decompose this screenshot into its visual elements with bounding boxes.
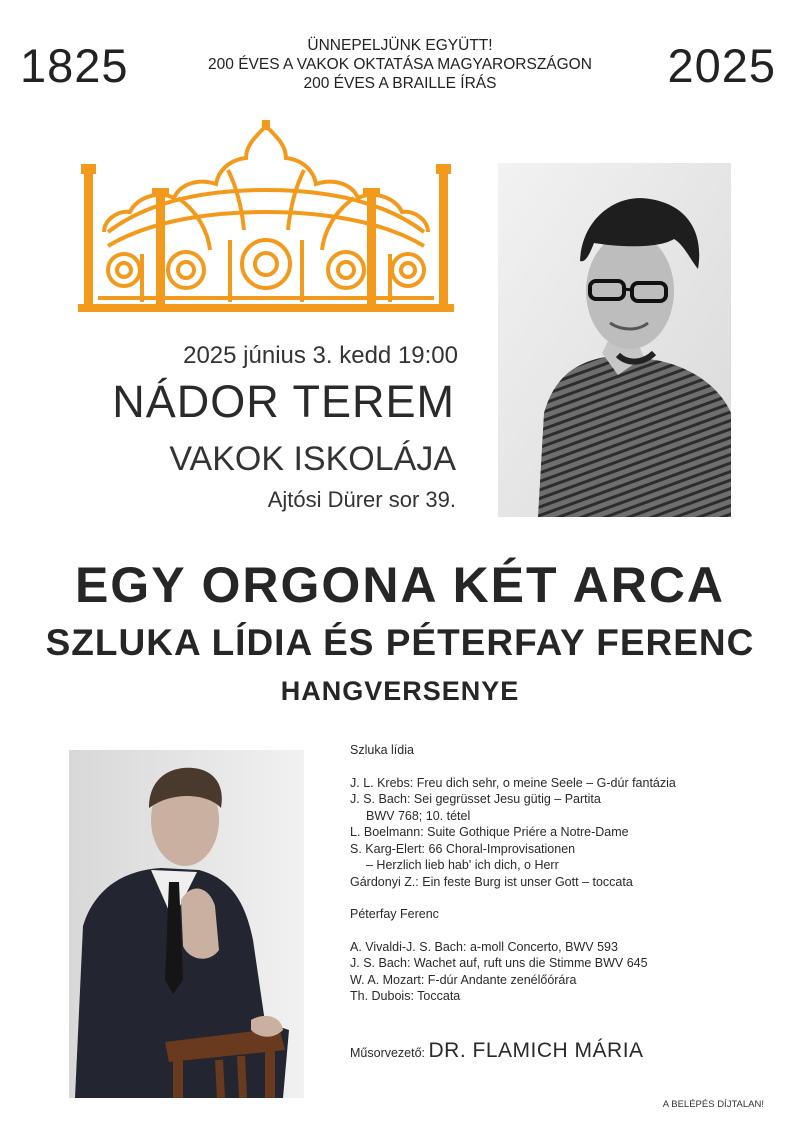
host [350,1039,644,1063]
program-item: J. L. Krebs: Freu dich sehr, o meine Seele – G-dúr fantázia [350,775,676,790]
program-item: BWV 768; 10. tétel [366,808,471,823]
program-item: Gárdonyi Z.: Ein feste Burg ist unser Gott – toccata [350,874,633,889]
event-school: VAKOK ISKOLÁJA [169,440,456,478]
event-date: 2025 június 3. kedd 19:00 [183,342,458,369]
performers-title: SZLUKA LÍDIA ÉS PÉTERFAY FERENC [45,622,755,663]
portrait-peterfay-ferenc [69,750,304,1098]
program-item: – Herzlich lieb hab' ich dich, o Herr [366,858,559,872]
event-address: Ajtósi Dürer sor 39. [267,487,456,512]
host-label: Műsorvezető: [350,1046,426,1060]
program-item: A. Vivaldi-J. S. Bach: a-moll Concerto, BWV 593 [350,939,618,954]
program-item: L. Boelmann: Suite Gothique Priére a Notre-Dame [350,825,629,839]
program-item: S. Karg-Elert: 66 Choral-Improvisationen [350,841,576,856]
portrait-szluka-lidia [498,163,731,517]
program-item: Th. Dubois: Toccata [350,989,461,1003]
program-item: J. S. Bach: Sei gegrüsset Jesu gütig – Partita [350,792,601,806]
performer-2-name: Péterfay Ferenc [350,907,439,921]
program-item: W. A. Mozart: F-dúr Andante zenélőórára [350,972,577,987]
year-right: 2025 [667,39,776,92]
gate-logo [78,120,454,312]
concert-title: EGY ORGONA KÉT ARCA [74,557,726,613]
header-line-1: ÜNNEPELJÜNK EGYÜTT! [307,37,493,54]
host-name: DR. FLAMICH MÁRIA [428,1039,644,1062]
program [350,742,780,1005]
concert-subtitle: HANGVERSENYE [280,676,520,706]
header-line-2: 200 ÉVES A VAKOK OKTATÁSA MAGYARORSZÁGON [208,56,592,73]
free-entry-note: A BELÉPÉS DÍJTALAN! [662,1099,764,1110]
event-hall: NÁDOR TEREM [112,376,455,427]
performer-1-name: Szluka lídia [350,743,414,757]
header-lines [150,36,650,93]
program-item: J. S. Bach: Wachet auf, ruft uns die Stimme BWV 645 [350,956,648,970]
year-left: 1825 [20,39,129,92]
header-line-3: 200 ÉVES A BRAILLE ÍRÁS [303,75,497,92]
